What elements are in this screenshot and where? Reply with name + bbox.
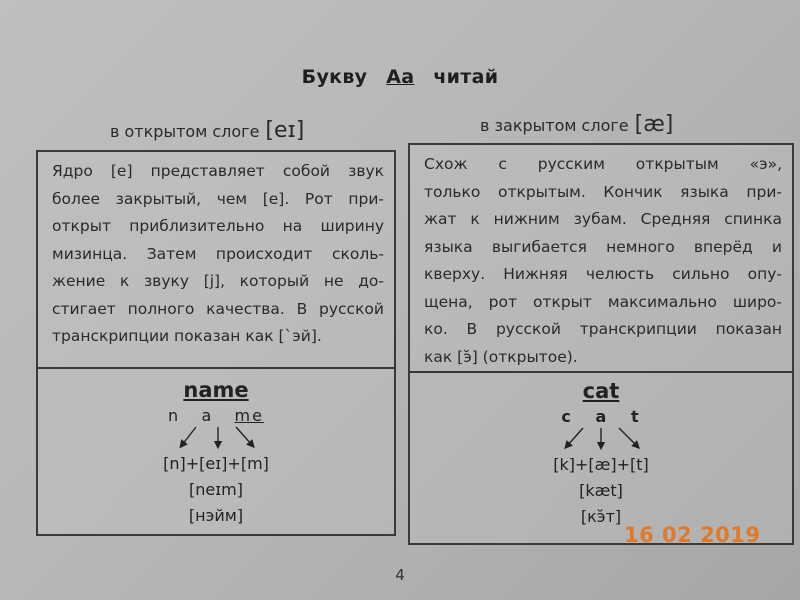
right-arrows-icon	[541, 426, 661, 452]
title-letters: Aa	[386, 66, 415, 88]
right-example-word: cat	[582, 379, 620, 403]
right-russian: [кэ̆т]	[580, 507, 622, 526]
left-letter: me	[234, 406, 264, 425]
page-title	[0, 66, 800, 88]
left-arrows-icon	[156, 425, 276, 451]
right-heading	[480, 112, 673, 137]
right-ipa: [kæt]	[579, 481, 623, 500]
right-desc-line: кверху. Нижняя челюсть сильно опу-	[424, 265, 782, 283]
left-russian: [нэйм]	[188, 506, 244, 525]
left-desc-line: транскрипции показан как [`эй].	[52, 327, 322, 345]
right-divider	[410, 371, 792, 373]
left-heading-text: в открытом слоге	[110, 122, 260, 141]
title-suffix: читай	[433, 66, 499, 88]
right-desc-line: как [э̆] (открытое).	[424, 347, 578, 366]
right-desc-line: щена, рот открыт максимально широ-	[424, 292, 782, 311]
left-desc-line: более закрытый, чем [e]. Рот при-	[52, 189, 384, 208]
right-description	[424, 151, 782, 371]
left-letters	[38, 406, 394, 425]
right-desc-line: только открытым. Кончик языка при-	[424, 182, 782, 201]
date-stamp: 16 02 2019	[624, 523, 761, 547]
right-sounds: [k]+[æ]+[t]	[553, 455, 649, 474]
right-example	[410, 379, 792, 530]
left-desc-line: Ядро [e] представляет собой звук	[52, 162, 384, 180]
left-desc-line: мизинца. Затем происходит сколь-	[52, 244, 384, 263]
left-description	[52, 158, 384, 351]
right-desc-line: Схож с русским открытым «э»,	[424, 155, 782, 173]
page-number: 4	[395, 566, 405, 584]
left-transcription: [eɪ]	[265, 118, 305, 143]
right-desc-line: жат к нижним зубам. Средняя спинка	[424, 210, 782, 228]
open-syllable-box	[36, 150, 396, 536]
left-example-word: name	[183, 378, 249, 402]
title-prefix: Букву	[301, 66, 368, 88]
right-letter: a	[595, 407, 609, 426]
left-example	[38, 378, 394, 529]
left-desc-line: стигает полного качества. В русской	[52, 299, 384, 318]
left-letter: n	[168, 406, 181, 425]
left-divider	[38, 367, 394, 369]
closed-syllable-box	[408, 143, 794, 545]
right-letters	[410, 407, 792, 426]
left-sounds: [n]+[eɪ]+[m]	[163, 454, 269, 473]
left-ipa: [neɪm]	[189, 480, 243, 499]
left-heading	[110, 118, 304, 143]
right-desc-line: языка выгибается немного вперёд и	[424, 237, 782, 256]
right-heading-text: в закрытом слоге	[480, 116, 629, 135]
left-desc-line: жение к звуку [j], который не до-	[52, 272, 384, 290]
left-desc-line: открыт приблизительно на ширину	[52, 217, 384, 235]
right-transcription: [æ]	[634, 112, 674, 137]
left-letter: a	[201, 406, 214, 425]
right-letter: t	[631, 407, 641, 426]
right-desc-line: ко. В русской транскрипции показан	[424, 320, 782, 338]
right-letter: c	[561, 407, 573, 426]
